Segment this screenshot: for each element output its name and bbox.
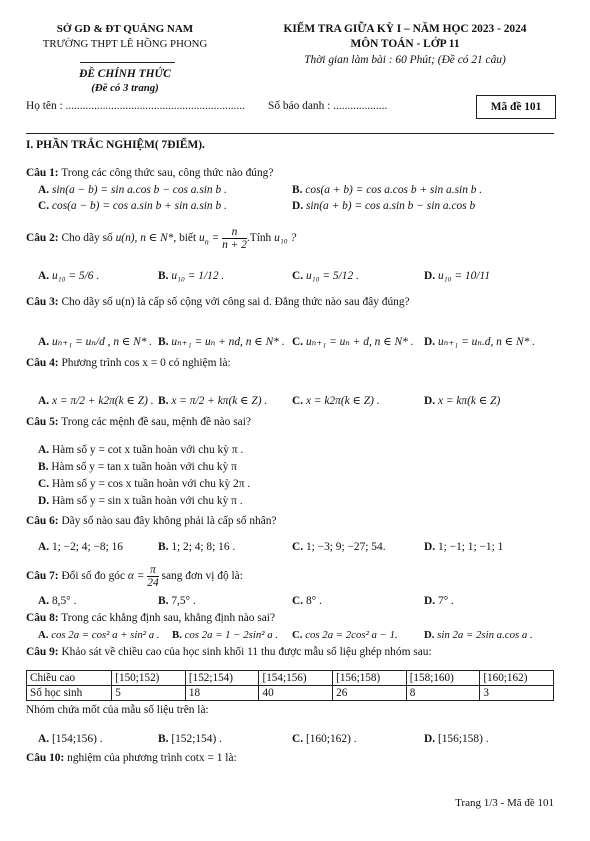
exam-time: Thời gian làm bài : 60 Phút; (Đề có 21 câu)	[304, 54, 506, 66]
question-10	[26, 752, 237, 764]
table-cell: [154;156)	[259, 671, 333, 686]
option-letter: D.	[424, 595, 436, 607]
option-4a	[38, 393, 154, 407]
question-text: Cho dãy số	[61, 232, 113, 245]
exam-code-box: Mã đề 101	[476, 95, 556, 119]
option-text: cos(a + b) = cos a.cos b + sin a.sin b .	[305, 184, 483, 196]
option-text: u₁₀ = 1/12 .	[171, 270, 225, 282]
table-cell: [158;160)	[406, 671, 480, 686]
question-label: Câu 10:	[26, 752, 65, 764]
option-letter: C.	[38, 200, 50, 212]
option-text: sin(a − b) = sin a.cos b − cos a.sin b .	[51, 184, 227, 196]
option-letter: C.	[292, 733, 304, 745]
option-text: sin(a + b) = cos a.sin b − sin a.cos b	[305, 200, 476, 212]
question-text: nghiệm của phương trình cotx = 1 là:	[67, 752, 237, 764]
option-3c	[292, 334, 414, 348]
grouped-data-table	[26, 670, 554, 701]
option-text: cos 2a = 2cos² a − 1.	[305, 629, 398, 641]
option-text: Hàm số y = cos x tuần hoàn với chu kỳ 2π .	[51, 478, 251, 490]
option-letter: B.	[172, 629, 182, 641]
option-letter: D.	[424, 270, 436, 282]
sequence-notation: u(n), n ∈ N*	[115, 232, 174, 245]
option-text: u₁₀ = 10/11	[437, 270, 491, 282]
option-text: 1; 2; 4; 8; 16 .	[171, 541, 236, 553]
option-letter: B.	[38, 461, 49, 473]
option-9b	[158, 733, 222, 745]
option-letter: A.	[38, 184, 50, 196]
table-cell: Số học sinh	[27, 686, 112, 701]
option-7c	[292, 595, 322, 607]
option-5d	[38, 495, 243, 507]
option-text: 7,5° .	[171, 595, 196, 607]
table-cell: [150;152)	[112, 671, 186, 686]
student-id-field: Số báo danh : ...................	[268, 100, 388, 112]
question-6	[26, 515, 277, 527]
option-text: 1; −2; 4; −8; 16	[51, 541, 124, 553]
option-letter: B.	[292, 184, 303, 196]
table-row	[27, 686, 554, 701]
table-cell: 8	[406, 686, 480, 701]
option-6a	[38, 541, 123, 553]
table-cell: 3	[480, 686, 554, 701]
option-text: Hàm số y = cot x tuần hoàn với chu kỳ π .	[51, 444, 244, 456]
option-1d	[292, 200, 475, 212]
option-text: [156;158) .	[437, 733, 489, 745]
option-3b	[158, 334, 285, 348]
question-3	[26, 296, 410, 308]
question-1	[26, 167, 273, 179]
question-text: Trong các công thức sau, công thức nào đúng?	[61, 167, 274, 179]
table-cell: 26	[333, 686, 407, 701]
exam-title: KIỂM TRA GIỮA KỲ I – NĂM HỌC 2023 - 2024	[283, 23, 527, 35]
page-count: (Đề có 3 trang)	[91, 82, 159, 94]
option-letter: C.	[292, 629, 303, 641]
question-8	[26, 612, 275, 624]
option-text: uₙ₊₁ = uₙ + d, n ∈ N* .	[305, 336, 414, 348]
option-letter: C.	[292, 336, 304, 348]
option-5a	[38, 444, 243, 456]
table-row	[27, 671, 554, 686]
option-text: sin 2a = 2sin a.cos a .	[437, 629, 533, 641]
question-label: Câu 1:	[26, 167, 59, 179]
option-9c	[292, 733, 357, 745]
option-text: u₁₀ = 5/6 .	[51, 270, 100, 282]
option-letter: B.	[158, 595, 169, 607]
question-text: .Tính	[246, 232, 272, 245]
option-3a	[38, 334, 152, 348]
option-4d	[424, 393, 500, 407]
question-label: Câu 5:	[26, 416, 59, 428]
option-letter: A.	[38, 336, 50, 348]
option-text: cos 2a = 1 − 2sin² a .	[184, 629, 278, 641]
option-letter: B.	[158, 395, 169, 407]
option-letter: B.	[158, 541, 169, 553]
option-5b	[38, 461, 237, 473]
option-text: cos(a − b) = cos a.sin b + sin a.sin b .	[51, 200, 227, 212]
question-text: Phương trình cos x = 0 có nghiệm là:	[61, 357, 231, 369]
question-label: Câu 2:	[26, 232, 59, 245]
option-letter: C.	[292, 270, 304, 282]
question-9	[26, 646, 432, 658]
section-title: I. PHẦN TRẮC NGHIỆM( 7ĐIỂM).	[26, 139, 205, 151]
question-5	[26, 416, 251, 428]
option-letter: B.	[158, 733, 169, 745]
option-text: Hàm số y = tan x tuần hoàn với chu kỳ π	[51, 461, 237, 473]
option-text: 8° .	[305, 595, 322, 607]
page-footer: Trang 1/3 - Mã đề 101	[455, 797, 554, 809]
option-7d	[424, 595, 454, 607]
school-name: TRƯỜNG THPT LÊ HỒNG PHONG	[42, 38, 208, 50]
option-2a	[38, 270, 99, 282]
option-letter: C.	[38, 478, 50, 490]
option-4b	[158, 393, 267, 407]
option-7a	[38, 595, 76, 607]
table-cell: [152;154)	[185, 671, 259, 686]
option-letter: A.	[38, 595, 50, 607]
table-cell: [156;158)	[333, 671, 407, 686]
question-text: Trong các mệnh đề sau, mệnh đề nào sai?	[61, 416, 251, 428]
option-text: u₁₀ = 5/12 .	[305, 270, 359, 282]
option-text: x = kπ(k ∈ Z)	[437, 395, 501, 407]
option-letter: D.	[424, 336, 436, 348]
question-2	[26, 226, 296, 251]
option-letter: A.	[38, 541, 50, 553]
option-6c	[292, 541, 386, 553]
option-text: x = π/2 + kπ(k ∈ Z) .	[171, 395, 268, 407]
official-label: ĐỀ CHÍNH THỨC	[79, 68, 171, 80]
question-label: Câu 9:	[26, 646, 59, 658]
question-text: Đổi số đo góc	[61, 570, 126, 583]
option-text: uₙ₊₁ = uₙ + nd, n ∈ N* .	[171, 336, 285, 348]
table-cell: 40	[259, 686, 333, 701]
question-label: Câu 3:	[26, 296, 59, 308]
option-letter: D.	[424, 541, 436, 553]
option-letter: A.	[38, 733, 50, 745]
option-letter: C.	[292, 395, 304, 407]
table-cell: 18	[185, 686, 259, 701]
option-text: [154;156) .	[51, 733, 103, 745]
section-divider	[26, 133, 554, 134]
student-name-field: Họ tên : ...............................................................	[26, 100, 245, 112]
option-letter: B.	[158, 270, 169, 282]
subject-title: MÔN TOÁN - LỚP 11	[350, 38, 460, 50]
option-2c	[292, 270, 359, 282]
option-text: uₙ₊₁ = uₙ.d, n ∈ N* .	[437, 336, 535, 348]
option-letter: B.	[158, 336, 169, 348]
option-2b	[158, 270, 224, 282]
option-letter: D.	[292, 200, 304, 212]
option-text: 7° .	[437, 595, 454, 607]
option-8a	[38, 629, 160, 641]
option-letter: C.	[292, 541, 304, 553]
option-1b	[292, 184, 482, 196]
option-9a	[38, 733, 103, 745]
option-letter: A.	[38, 270, 50, 282]
option-letter: A.	[38, 444, 50, 456]
table-cell: Chiều cao	[27, 671, 112, 686]
question-text: Trong các khẳng định sau, khẳng định nào sai?	[61, 612, 275, 624]
option-letter: D.	[424, 395, 436, 407]
option-letter: D.	[424, 629, 435, 641]
question-text: , biết	[173, 232, 197, 245]
option-7b	[158, 595, 196, 607]
option-text: x = k2π(k ∈ Z) .	[305, 395, 380, 407]
question-text: Cho dãy số u(n) là cấp số cộng với công sai d. Đẳng thức nào sau đây đúng?	[61, 296, 410, 308]
option-1c	[38, 200, 227, 212]
option-text: [160;162) .	[305, 733, 357, 745]
option-9d	[424, 733, 489, 745]
option-6d	[424, 541, 503, 553]
option-text: 1; −3; 9; −27; 54.	[305, 541, 386, 553]
option-text: uₙ₊₁ = uₙ/d , n ∈ N* .	[51, 336, 153, 348]
option-4c	[292, 393, 380, 407]
question-label: Câu 4:	[26, 357, 59, 369]
header-divider	[80, 62, 175, 63]
option-text: x = π/2 + k2π(k ∈ Z) .	[51, 395, 154, 407]
option-2d	[424, 270, 490, 282]
question-text: Dãy số nào sau đây không phải là cấp số nhân?	[61, 515, 277, 527]
option-6b	[158, 541, 235, 553]
option-letter: D.	[424, 733, 436, 745]
department-name: SỞ GD & ĐT QUẢNG NAM	[56, 23, 194, 35]
question-7	[26, 564, 243, 589]
option-text: 8,5° .	[51, 595, 77, 607]
option-letter: A.	[38, 395, 50, 407]
question-label: Câu 6:	[26, 515, 59, 527]
question-9-followup: Nhóm chứa mốt của mẫu số liệu trên là:	[26, 704, 209, 716]
question-4	[26, 357, 231, 369]
option-letter: C.	[292, 595, 304, 607]
option-8d	[424, 629, 533, 641]
option-text: Hàm số y = sin x tuần hoàn với chu kỳ π .	[51, 495, 243, 507]
question-label: Câu 7:	[26, 570, 59, 583]
question-label: Câu 8:	[26, 612, 59, 624]
angle-value: α = $\frac{\pi}{24}$	[127, 564, 159, 589]
option-5c	[38, 478, 250, 490]
option-text: [152;154) .	[171, 733, 222, 745]
option-1a	[38, 184, 227, 196]
question-text: sang đơn vị độ là:	[161, 570, 243, 583]
table-cell: [160;162)	[480, 671, 554, 686]
option-3d	[424, 334, 535, 348]
question-text: Khảo sát về chiều cao của học sinh khối 11 thu được mẫu số liệu ghép nhóm sau:	[61, 646, 432, 658]
option-8c	[292, 629, 398, 641]
option-letter: A.	[38, 629, 49, 641]
sequence-formula: $u_n$ = $\frac{n}{n + 2}$	[199, 226, 247, 251]
option-letter: D.	[38, 495, 50, 507]
option-text: cos 2a = cos² a + sin² a .	[51, 629, 160, 641]
option-text: 1; −1; 1; −1; 1	[437, 541, 504, 553]
table-cell: 5	[112, 686, 186, 701]
question-text: u₁₀ ?	[274, 232, 297, 245]
option-8b	[172, 629, 278, 641]
